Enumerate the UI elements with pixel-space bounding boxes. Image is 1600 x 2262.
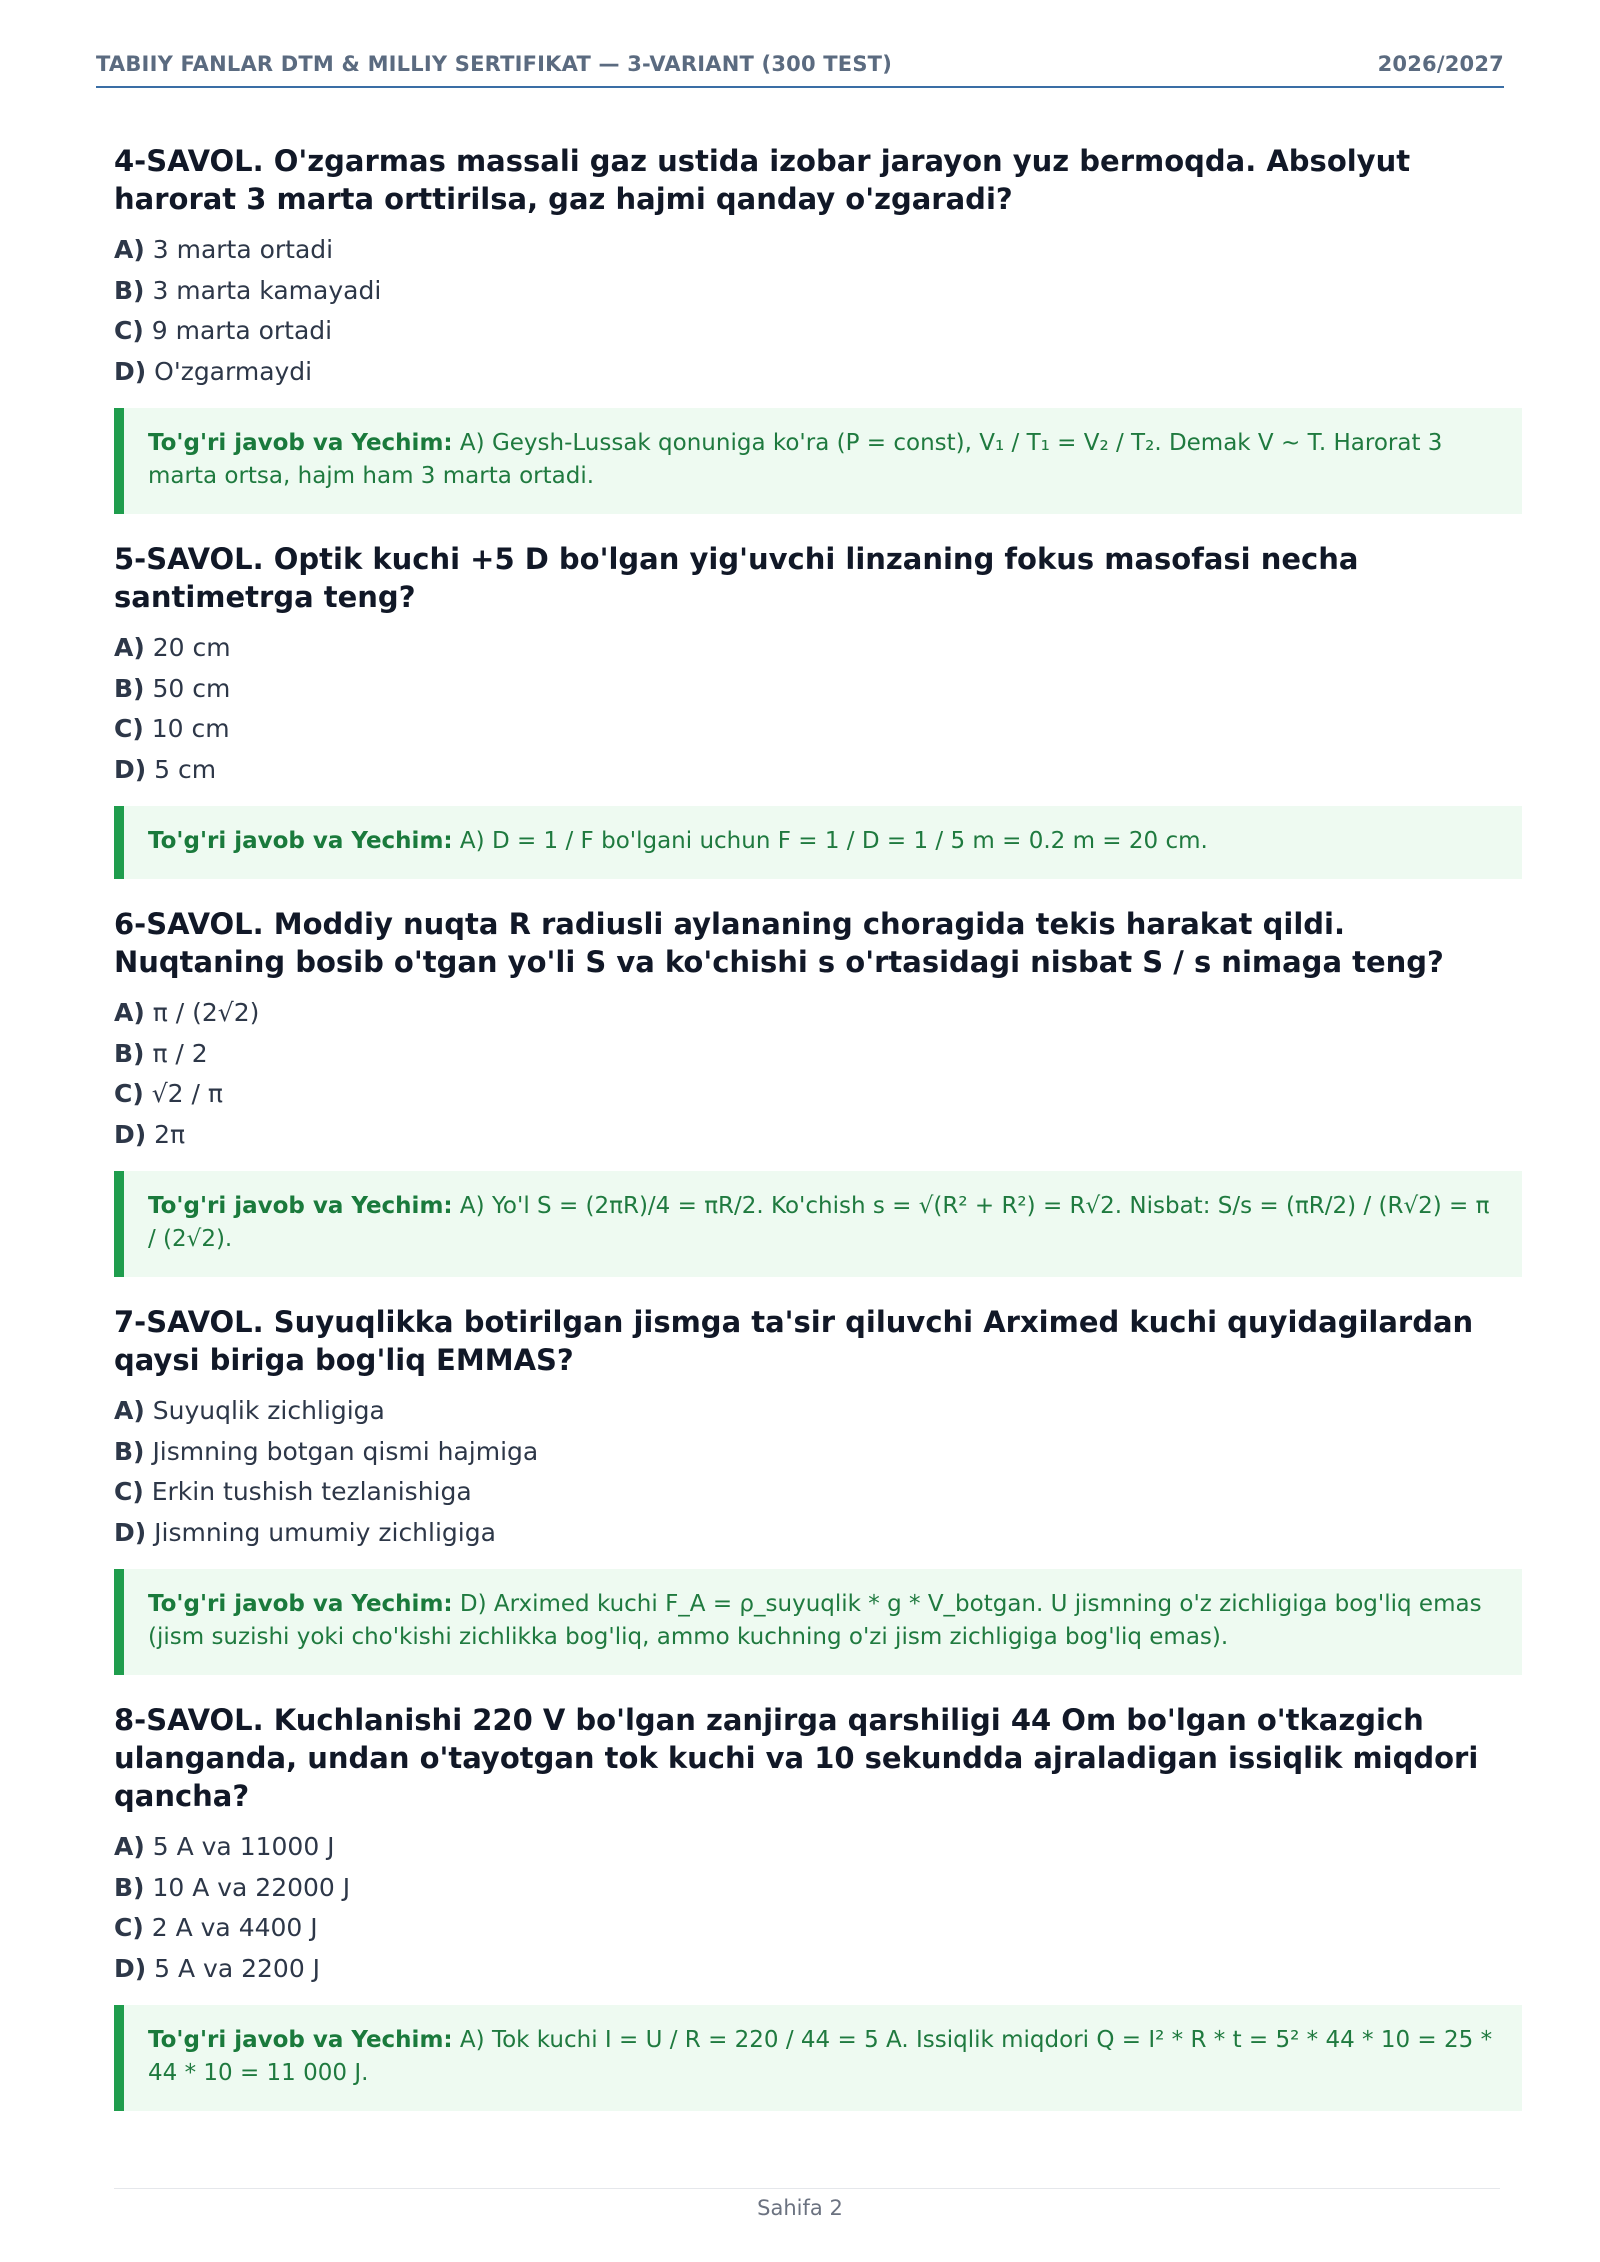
answer-box [114, 2005, 1522, 2111]
option-letter: C) [114, 316, 144, 345]
option-letter: C) [114, 1079, 144, 1108]
option-letter: A) [114, 998, 145, 1027]
page-number: Sahifa 2 [757, 2196, 843, 2220]
option-c [114, 1908, 1522, 1949]
option-letter: A) [114, 235, 145, 264]
question-title: 6-SAVOL. Moddiy nuqta R radiusli aylananing choragida tekis harakat qildi. Nuqtaning bosib o'tgan yo'li S va ko'chishi s o'rtasidagi nisbat S / s nimaga teng? [114, 907, 1444, 979]
option-a [114, 1827, 1522, 1868]
question-5 [114, 540, 1522, 879]
option-text: 2π [154, 1119, 186, 1149]
question-title: 5-SAVOL. Optik kuchi +5 D bo'lgan yig'uvchi linzaning fokus masofasi necha santimetrga teng? [114, 542, 1359, 614]
option-b [114, 669, 1522, 710]
option-b [114, 1432, 1522, 1473]
header-title: TABIIY FANLAR DTM & MILLIY SERTIFIKAT — 3-VARIANT (300 TEST) [96, 52, 892, 76]
answer-label: To'g'ri javob va Yechim: [148, 1193, 453, 1219]
option-text: π / 2 [152, 1038, 208, 1068]
option-text: 50 cm [152, 673, 231, 703]
answer-text: A) D = 1 / F bo'lgani uchun F = 1 / D = 1 / 5 m = 0.2 m = 20 cm. [459, 828, 1208, 854]
option-d [114, 1949, 1522, 1990]
option-letter: C) [114, 1477, 144, 1506]
option-text: 5 A va 2200 J [154, 1953, 321, 1983]
option-letter: B) [114, 1436, 145, 1466]
option-b [114, 1868, 1522, 1909]
option-text: 5 A va 11000 J [152, 1832, 335, 1861]
option-text: 5 cm [154, 754, 217, 784]
option-d [114, 1115, 1522, 1156]
answer-text: A) Tok kuchi I = U / R = 220 / 44 = 5 A. Issiqlik miqdori Q = I² * R * t = 5² * 44 * 10 = 25 * 44 * 10 = 11 000 J. [148, 2027, 1493, 2086]
option-c [114, 1472, 1522, 1513]
option-text: Suyuqlik zichligiga [152, 1396, 385, 1425]
question-title: 8-SAVOL. Kuchlanishi 220 V bo'lgan zanjirga qarshiligi 44 Om bo'lgan o'tkazgich ulanganda, undan o'tayotgan tok kuchi va 10 sekundda ajraladigan issiqlik miqdori qancha? [114, 1703, 1479, 1813]
option-letter: B) [114, 275, 145, 305]
option-text: π / (2√2) [152, 998, 260, 1027]
answer-label: To'g'ri javob va Yechim: [148, 1591, 453, 1617]
option-text: 20 cm [152, 633, 231, 662]
option-letter: A) [114, 1832, 145, 1861]
option-letter: B) [114, 1872, 145, 1902]
option-text: 9 marta ortadi [151, 316, 333, 345]
question-list [114, 142, 1522, 2137]
option-a [114, 230, 1522, 271]
header-year: 2026/2027 [1377, 52, 1504, 76]
answer-box [114, 1569, 1522, 1675]
question-title: 7-SAVOL. Suyuqlikka botirilgan jismga ta'sir qiluvchi Arximed kuchi quyidagilardan qaysi biriga bog'liq EMMAS? [114, 1305, 1474, 1377]
question-4 [114, 142, 1522, 514]
question-8 [114, 1701, 1522, 2111]
option-text: 3 marta kamayadi [152, 275, 382, 305]
option-letter: A) [114, 1396, 145, 1425]
answer-label: To'g'ri javob va Yechim: [148, 828, 453, 854]
option-letter: C) [114, 714, 144, 743]
answer-text: A) Yo'l S = (2πR)/4 = πR/2. Ko'chish s = √(R² + R²) = R√2. Nisbat: S/s = (πR/2) / (R√2) = π / (2√2). [148, 1193, 1490, 1252]
option-text: 10 cm [151, 714, 230, 743]
answer-text: D) Arximed kuchi F_A = ρ_suyuqlik * g * V_botgan. U jismning o'z zichligiga bog'liq emas (jism suzishi yoki cho'kishi zichlikka bog'liq, ammo kuchning o'zi jism zichligiga bog'liq emas). [148, 1591, 1482, 1650]
option-b [114, 271, 1522, 312]
option-letter: D) [114, 754, 147, 784]
option-letter: D) [114, 356, 147, 386]
answer-text: A) Geysh-Lussak qonuniga ko'ra (P = const), V₁ / T₁ = V₂ / T₂. Demak V ~ T. Harorat 3 marta ortsa, hajm ham 3 marta ortadi. [148, 430, 1443, 489]
option-letter: A) [114, 633, 145, 662]
option-text: Jismning umumiy zichligiga [154, 1517, 496, 1547]
option-text: 3 marta ortadi [152, 235, 334, 264]
answer-box [114, 806, 1522, 879]
option-c [114, 709, 1522, 750]
answer-label: To'g'ri javob va Yechim: [148, 2027, 453, 2053]
option-letter: B) [114, 1038, 145, 1068]
option-letter: D) [114, 1953, 147, 1983]
option-letter: D) [114, 1517, 147, 1547]
option-a [114, 993, 1522, 1034]
answer-label: To'g'ri javob va Yechim: [148, 430, 453, 456]
option-text: Erkin tushish tezlanishiga [151, 1477, 472, 1506]
question-title: 4-SAVOL. O'zgarmas massali gaz ustida izobar jarayon yuz bermoqda. Absolyut harorat 3 marta orttirilsa, gaz hajmi qanday o'zgaradi? [114, 144, 1411, 216]
option-b [114, 1034, 1522, 1075]
option-text: 10 A va 22000 J [152, 1872, 351, 1902]
option-text: √2 / π [151, 1079, 223, 1108]
page-header [96, 52, 1504, 88]
option-d [114, 750, 1522, 791]
footer-divider [114, 2188, 1500, 2189]
answer-box [114, 1171, 1522, 1277]
answer-box [114, 408, 1522, 514]
option-a [114, 1391, 1522, 1432]
option-d [114, 1513, 1522, 1554]
option-c [114, 1074, 1522, 1115]
option-d [114, 352, 1522, 393]
option-c [114, 311, 1522, 352]
option-letter: D) [114, 1119, 147, 1149]
question-7 [114, 1303, 1522, 1675]
option-text: 2 A va 4400 J [151, 1913, 318, 1942]
option-letter: B) [114, 673, 145, 703]
option-a [114, 628, 1522, 669]
option-letter: C) [114, 1913, 144, 1942]
option-text: O'zgarmaydi [154, 356, 313, 386]
question-6 [114, 905, 1522, 1277]
option-text: Jismning botgan qismi hajmiga [152, 1436, 539, 1466]
